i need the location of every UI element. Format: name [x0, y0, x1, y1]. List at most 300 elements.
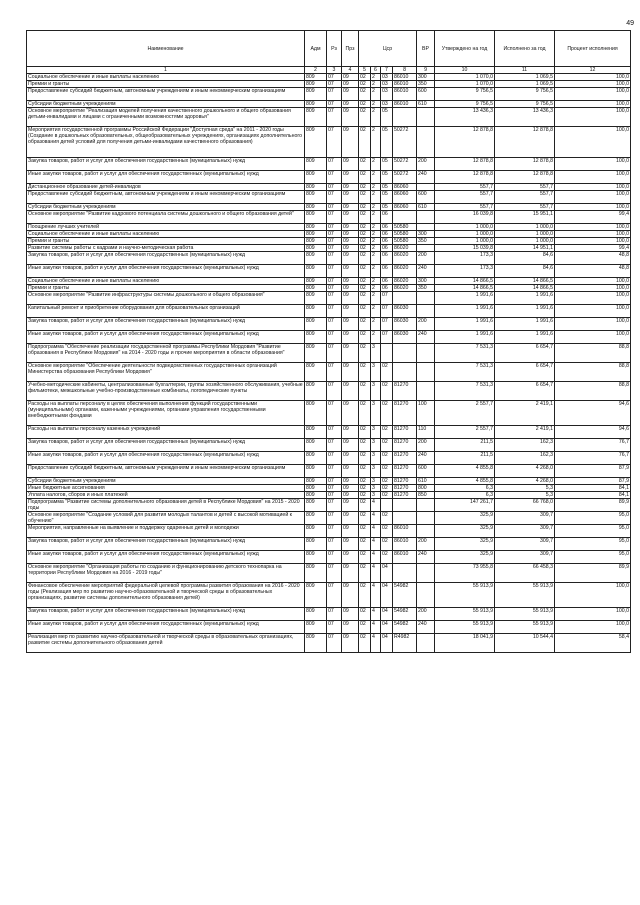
table-cell: 54982 [393, 608, 417, 621]
row-name: Капитальный ремонт и приобретение оборудования для образовательных организаций [27, 305, 305, 318]
table-cell: 2 [371, 127, 381, 158]
table-cell: 07 [327, 211, 342, 224]
column-number: 3 [327, 67, 342, 74]
table-row [27, 382, 631, 401]
table-cell: 06 [381, 238, 393, 245]
table-cell: 4 [371, 621, 381, 634]
table-cell: 9 756,5 [435, 101, 495, 108]
table-cell: 07 [327, 478, 342, 485]
table-cell: 100,0 [555, 278, 631, 285]
table-cell: 84,1 [555, 485, 631, 492]
table-cell: 02 [381, 525, 393, 538]
row-name: Закупка товаров, работ и услуг для обеспечения государственных (муниципальных) нужд [27, 439, 305, 452]
table-cell: 809 [305, 492, 327, 499]
table-cell: 87,9 [555, 465, 631, 478]
table-cell: 07 [327, 184, 342, 191]
table-cell: 50580 [393, 231, 417, 238]
table-cell: 86060 [393, 204, 417, 211]
table-cell: 02 [359, 292, 371, 305]
table-cell: 211,5 [435, 452, 495, 465]
row-name: Премии и гранты [27, 238, 305, 245]
table-cell: 66 458,3 [495, 564, 555, 583]
table-cell [417, 634, 435, 653]
table-cell: 809 [305, 564, 327, 583]
table-cell: 100,0 [555, 101, 631, 108]
table-cell: 3 [371, 363, 381, 382]
table-cell: 02 [359, 108, 371, 127]
table-cell: 06 [381, 285, 393, 292]
table-row [27, 583, 631, 608]
table-cell: 100,0 [555, 238, 631, 245]
table-row [27, 499, 631, 512]
table-cell: 02 [359, 331, 371, 344]
table-cell: 02 [381, 439, 393, 452]
table-cell: 1 991,6 [435, 292, 495, 305]
table-cell: 06 [381, 278, 393, 285]
table-cell: 6 654,7 [495, 344, 555, 363]
row-name: Социальное обеспечение и иные выплаты населению [27, 278, 305, 285]
row-name: Социальное обеспечение и иные выплаты населению [27, 74, 305, 81]
table-cell: 09 [342, 492, 359, 499]
row-name: Закупка товаров, работ и услуг для обеспечения государственных (муниципальных) нужд [27, 158, 305, 171]
table-cell: 4 [371, 499, 381, 512]
table-cell [417, 344, 435, 363]
table-cell: 55 913,9 [435, 583, 495, 608]
table-cell: 200 [417, 538, 435, 551]
table-cell: 3 [371, 485, 381, 492]
table-cell: 2 [371, 158, 381, 171]
table-cell [417, 583, 435, 608]
table-cell: 09 [342, 401, 359, 426]
table-cell: 100,0 [555, 158, 631, 171]
table-cell: 86060 [393, 184, 417, 191]
table-cell: 07 [327, 252, 342, 265]
table-cell: 86020 [393, 285, 417, 292]
table-cell: 325,9 [435, 525, 495, 538]
header-vr: ВР [417, 31, 435, 67]
table-cell: 1 991,6 [495, 318, 555, 331]
table-cell: 09 [342, 231, 359, 238]
table-cell [417, 564, 435, 583]
table-row [27, 265, 631, 278]
table-cell: 809 [305, 211, 327, 224]
table-cell: 809 [305, 305, 327, 318]
table-cell: 05 [381, 108, 393, 127]
column-number: 9 [417, 67, 435, 74]
table-cell: 3 [371, 344, 381, 363]
table-cell: 07 [327, 265, 342, 278]
table-cell: 610 [417, 204, 435, 211]
table-cell: 809 [305, 108, 327, 127]
table-cell: 09 [342, 252, 359, 265]
table-cell: 09 [342, 621, 359, 634]
table-cell: 1 000,0 [435, 238, 495, 245]
table-cell: 809 [305, 426, 327, 439]
table-cell: 2 [371, 252, 381, 265]
table-cell: 200 [417, 608, 435, 621]
table-cell: 325,9 [435, 551, 495, 564]
table-cell: 240 [417, 621, 435, 634]
table-cell: 1 991,6 [495, 305, 555, 318]
table-cell: 309,7 [495, 525, 555, 538]
table-cell: 86010 [393, 538, 417, 551]
table-cell: 162,3 [495, 452, 555, 465]
table-cell: 325,9 [435, 512, 495, 525]
table-row [27, 245, 631, 252]
table-cell: 04 [381, 621, 393, 634]
table-cell: 110 [417, 426, 435, 439]
table-cell: 2 [371, 108, 381, 127]
table-cell: 76,7 [555, 439, 631, 452]
row-name: Иные бюджетные ассигнования [27, 485, 305, 492]
table-cell: 2 [371, 238, 381, 245]
table-cell: 86010 [393, 551, 417, 564]
table-cell: 86010 [393, 81, 417, 88]
column-number: 8 [393, 67, 417, 74]
table-cell: 2 419,1 [495, 401, 555, 426]
table-cell [417, 127, 435, 158]
table-cell: 81270 [393, 439, 417, 452]
table-cell: 4 [371, 564, 381, 583]
table-row [27, 158, 631, 171]
table-cell: 07 [327, 108, 342, 127]
table-cell: 07 [327, 285, 342, 292]
table-row [27, 305, 631, 318]
row-name: Иные закупки товаров, работ и услуг для обеспечения государственных (муниципальных) нужд [27, 621, 305, 634]
table-cell: 02 [359, 512, 371, 525]
table-cell: 809 [305, 184, 327, 191]
column-number: 4 [342, 67, 359, 74]
header-name: Наименование [27, 31, 305, 67]
table-cell: 5,3 [495, 492, 555, 499]
table-cell: 02 [359, 478, 371, 485]
table-cell: 02 [359, 285, 371, 292]
table-cell: 300 [417, 74, 435, 81]
table-cell: 89,9 [555, 499, 631, 512]
table-cell: 2 [371, 211, 381, 224]
table-cell: 02 [381, 382, 393, 401]
table-cell: 1 070,0 [435, 81, 495, 88]
table-cell: 86020 [393, 245, 417, 252]
header-executed: Исполнено за год [495, 31, 555, 67]
table-cell: 4 [371, 525, 381, 538]
table-cell: 07 [327, 525, 342, 538]
table-cell: 09 [342, 204, 359, 211]
row-name: Основное мероприятие "Развитие кадрового потенциала системы дошкольного и общего образования детей" [27, 211, 305, 224]
table-cell [393, 564, 417, 583]
row-name: Подпрограмма "Развитие системы дополнительного образования детей в Республике Мордовия" на 2015 - 2020 годы [27, 499, 305, 512]
table-cell: 2 [371, 224, 381, 231]
table-cell: 09 [342, 551, 359, 564]
table-cell: 55 913,9 [435, 621, 495, 634]
table-cell [417, 512, 435, 525]
table-cell: 2 [371, 285, 381, 292]
table-cell: 14 866,5 [495, 285, 555, 292]
table-cell: 6 654,7 [495, 363, 555, 382]
table-cell: 07 [327, 127, 342, 158]
table-cell: 809 [305, 344, 327, 363]
table-cell: 4 855,8 [435, 465, 495, 478]
table-cell: 02 [359, 74, 371, 81]
row-name: Финансовое обеспечение мероприятий федеральной целевой программы развития образования на 2016 - 2020 годы (Реализация мер по развитию научно-образовательной и творческой среды в образовательных организациях, развитие системы дополнительного образования детей) [27, 583, 305, 608]
table-cell [417, 108, 435, 127]
table-cell: 809 [305, 127, 327, 158]
table-cell: 55 913,9 [495, 621, 555, 634]
table-cell: 86020 [393, 278, 417, 285]
row-name: Предоставление субсидий бюджетным, автономным учреждениям и иным некоммерческим организациям [27, 465, 305, 478]
table-cell: 100,0 [555, 81, 631, 88]
table-cell: 07 [327, 564, 342, 583]
table-row [27, 452, 631, 465]
table-cell: 05 [381, 184, 393, 191]
table-cell: 10 544,4 [495, 634, 555, 653]
table-cell: 240 [417, 331, 435, 344]
table-cell: 48,8 [555, 265, 631, 278]
row-name: Социальное обеспечение и иные выплаты населению [27, 231, 305, 238]
table-cell: 04 [381, 583, 393, 608]
table-cell: 02 [381, 478, 393, 485]
table-cell: 07 [327, 224, 342, 231]
table-cell: 09 [342, 608, 359, 621]
table-cell: 02 [359, 583, 371, 608]
table-cell: 02 [359, 184, 371, 191]
table-cell: 02 [359, 171, 371, 184]
table-cell: 5,3 [495, 485, 555, 492]
table-cell: 809 [305, 292, 327, 305]
table-cell: 09 [342, 278, 359, 285]
table-cell: 81270 [393, 382, 417, 401]
table-cell: 02 [359, 211, 371, 224]
table-cell: 12 878,8 [435, 171, 495, 184]
table-cell: 88,8 [555, 363, 631, 382]
table-cell: 309,7 [495, 538, 555, 551]
table-cell: 600 [417, 465, 435, 478]
table-cell: 05 [381, 127, 393, 158]
table-row [27, 538, 631, 551]
table-cell: 240 [417, 551, 435, 564]
table-cell: 07 [327, 634, 342, 653]
table-cell: 09 [342, 88, 359, 101]
table-cell: 02 [381, 492, 393, 499]
row-name: Закупка товаров, работ и услуг для обеспечения государственных (муниципальных) нужд [27, 318, 305, 331]
row-name: Закупка товаров, работ и услуг для обеспечения государственных (муниципальных) нужд [27, 252, 305, 265]
table-row [27, 74, 631, 81]
table-cell: 4 [371, 608, 381, 621]
table-cell: 300 [417, 278, 435, 285]
table-cell: 15 951,1 [495, 211, 555, 224]
table-cell: 13 436,3 [435, 108, 495, 127]
page-number: 49 [626, 20, 634, 27]
table-cell: 54982 [393, 583, 417, 608]
table-cell: 309,7 [495, 512, 555, 525]
table-cell: 07 [327, 278, 342, 285]
table-cell: 809 [305, 101, 327, 108]
table-cell: 12 878,8 [495, 127, 555, 158]
table-cell: 73 955,8 [435, 564, 495, 583]
table-cell: 809 [305, 238, 327, 245]
table-row [27, 478, 631, 485]
table-cell: 94,6 [555, 426, 631, 439]
table-cell: 86010 [393, 525, 417, 538]
table-cell: 100,0 [555, 171, 631, 184]
table-cell: 2 [371, 292, 381, 305]
table-cell: 07 [381, 331, 393, 344]
table-cell: 100,0 [555, 292, 631, 305]
table-cell: 809 [305, 538, 327, 551]
table-cell: 9 756,5 [435, 88, 495, 101]
row-name: Развитие системы работы с кадрами и научно-методическая работа [27, 245, 305, 252]
table-cell: 4 [371, 538, 381, 551]
table-cell: 86060 [393, 191, 417, 204]
table-cell: 809 [305, 88, 327, 101]
table-cell: 809 [305, 485, 327, 492]
table-cell: 06 [381, 245, 393, 252]
table-cell: 809 [305, 608, 327, 621]
table-cell: 6,3 [435, 492, 495, 499]
table-cell: 07 [327, 81, 342, 88]
table-cell: 09 [342, 583, 359, 608]
table-cell: 809 [305, 478, 327, 485]
table-cell [417, 499, 435, 512]
table-cell: 809 [305, 224, 327, 231]
table-cell: 02 [359, 191, 371, 204]
table-cell: 12 878,8 [435, 158, 495, 171]
table-cell: 02 [359, 401, 371, 426]
table-cell: 809 [305, 278, 327, 285]
table-cell: 1 000,0 [435, 224, 495, 231]
table-cell: 14 866,5 [435, 285, 495, 292]
table-cell: 240 [417, 171, 435, 184]
table-cell: R4982 [393, 634, 417, 653]
table-cell: 55 913,9 [495, 608, 555, 621]
table-cell: 02 [359, 564, 371, 583]
table-cell: 809 [305, 158, 327, 171]
table-cell: 600 [417, 88, 435, 101]
table-cell: 09 [342, 525, 359, 538]
table-cell: 1 070,0 [435, 74, 495, 81]
table-row [27, 278, 631, 285]
table-row [27, 608, 631, 621]
table-cell: 86030 [393, 331, 417, 344]
table-cell: 07 [381, 305, 393, 318]
table-cell: 09 [342, 245, 359, 252]
header-rz: Рз [327, 31, 342, 67]
table-cell: 09 [342, 331, 359, 344]
table-cell: 81270 [393, 426, 417, 439]
table-cell: 12 878,8 [435, 127, 495, 158]
table-cell: 06 [381, 211, 393, 224]
table-cell: 02 [359, 452, 371, 465]
table-cell: 13 436,3 [495, 108, 555, 127]
table-cell: 16 039,8 [435, 211, 495, 224]
table-row [27, 426, 631, 439]
table-cell: 3 [371, 382, 381, 401]
table-cell: 81270 [393, 478, 417, 485]
table-cell: 07 [327, 551, 342, 564]
table-cell [393, 211, 417, 224]
table-cell: 809 [305, 439, 327, 452]
table-row [27, 171, 631, 184]
table-cell: 2 [371, 171, 381, 184]
table-cell: 14 866,5 [495, 278, 555, 285]
row-name: Иные закупки товаров, работ и услуг для обеспечения государственных (муниципальных) нужд [27, 331, 305, 344]
row-name: Предоставление субсидий бюджетным, автономным учреждениям и иным некоммерческим организациям [27, 88, 305, 101]
table-cell: 86030 [393, 305, 417, 318]
row-name: Основное мероприятие "Создание условий для развития молодых талантов и детей с высокой мотивацией к обучению" [27, 512, 305, 525]
row-name: Субсидии бюджетным учреждениям [27, 478, 305, 485]
table-cell: 7 531,3 [435, 363, 495, 382]
table-cell: 07 [327, 101, 342, 108]
table-cell [381, 344, 393, 363]
table-cell: 07 [327, 492, 342, 499]
table-row [27, 101, 631, 108]
table-cell: 54982 [393, 621, 417, 634]
table-cell: 3 [371, 452, 381, 465]
table-cell: 88,8 [555, 382, 631, 401]
table-cell: 2 [371, 101, 381, 108]
table-cell: 09 [342, 184, 359, 191]
table-row [27, 191, 631, 204]
table-cell: 58,4 [555, 634, 631, 653]
table-cell: 557,7 [435, 184, 495, 191]
table-cell: 100,0 [555, 285, 631, 292]
table-cell: 7 531,3 [435, 344, 495, 363]
table-cell: 02 [359, 551, 371, 564]
table-cell: 07 [327, 382, 342, 401]
column-number: 7 [381, 67, 393, 74]
table-cell: 3 [371, 492, 381, 499]
row-name: Расходы на выплаты персоналу в целях обеспечения выполнения функций государственными (муниципальными) органами, казенными учреждениями, органами управления государственными внебюджетными фондами [27, 401, 305, 426]
table-cell: 2 [371, 265, 381, 278]
table-cell: 1 000,0 [495, 231, 555, 238]
row-name: Основное мероприятие "Реализация моделей получения качественного дошкольного и общего образования детьми-инвалидами и лицами с ограниченными возможностями здоровья" [27, 108, 305, 127]
table-cell: 14 866,5 [435, 278, 495, 285]
table-cell: 2 [371, 278, 381, 285]
table-cell: 100,0 [555, 621, 631, 634]
table-cell: 55 913,9 [435, 608, 495, 621]
table-cell: 09 [342, 292, 359, 305]
table-cell [417, 363, 435, 382]
table-cell: 809 [305, 81, 327, 88]
table-cell: 809 [305, 465, 327, 478]
table-cell: 200 [417, 318, 435, 331]
table-cell: 05 [381, 191, 393, 204]
table-cell: 2 [371, 184, 381, 191]
table-cell: 809 [305, 382, 327, 401]
table-row [27, 224, 631, 231]
row-name: Основное мероприятие "Обеспечение деятельности подведомственных государственных организаций Министерства образования Республики Мордовия" [27, 363, 305, 382]
table-row [27, 318, 631, 331]
table-cell: 100,0 [555, 204, 631, 211]
table-cell: 557,7 [495, 204, 555, 211]
table-cell: 50580 [393, 238, 417, 245]
table-cell: 95,0 [555, 525, 631, 538]
table-cell: 240 [417, 452, 435, 465]
table-cell: 9 756,5 [495, 88, 555, 101]
column-number: 1 [27, 67, 305, 74]
table-cell: 02 [359, 278, 371, 285]
table-cell: 3 [371, 478, 381, 485]
table-cell [417, 224, 435, 231]
table-cell [393, 363, 417, 382]
table-cell: 07 [327, 74, 342, 81]
table-cell: 02 [359, 485, 371, 492]
table-cell: 2 [371, 318, 381, 331]
row-name: Субсидии бюджетным учреждениям [27, 101, 305, 108]
table-cell: 100,0 [555, 184, 631, 191]
table-cell: 07 [327, 204, 342, 211]
table-cell: 02 [359, 265, 371, 278]
